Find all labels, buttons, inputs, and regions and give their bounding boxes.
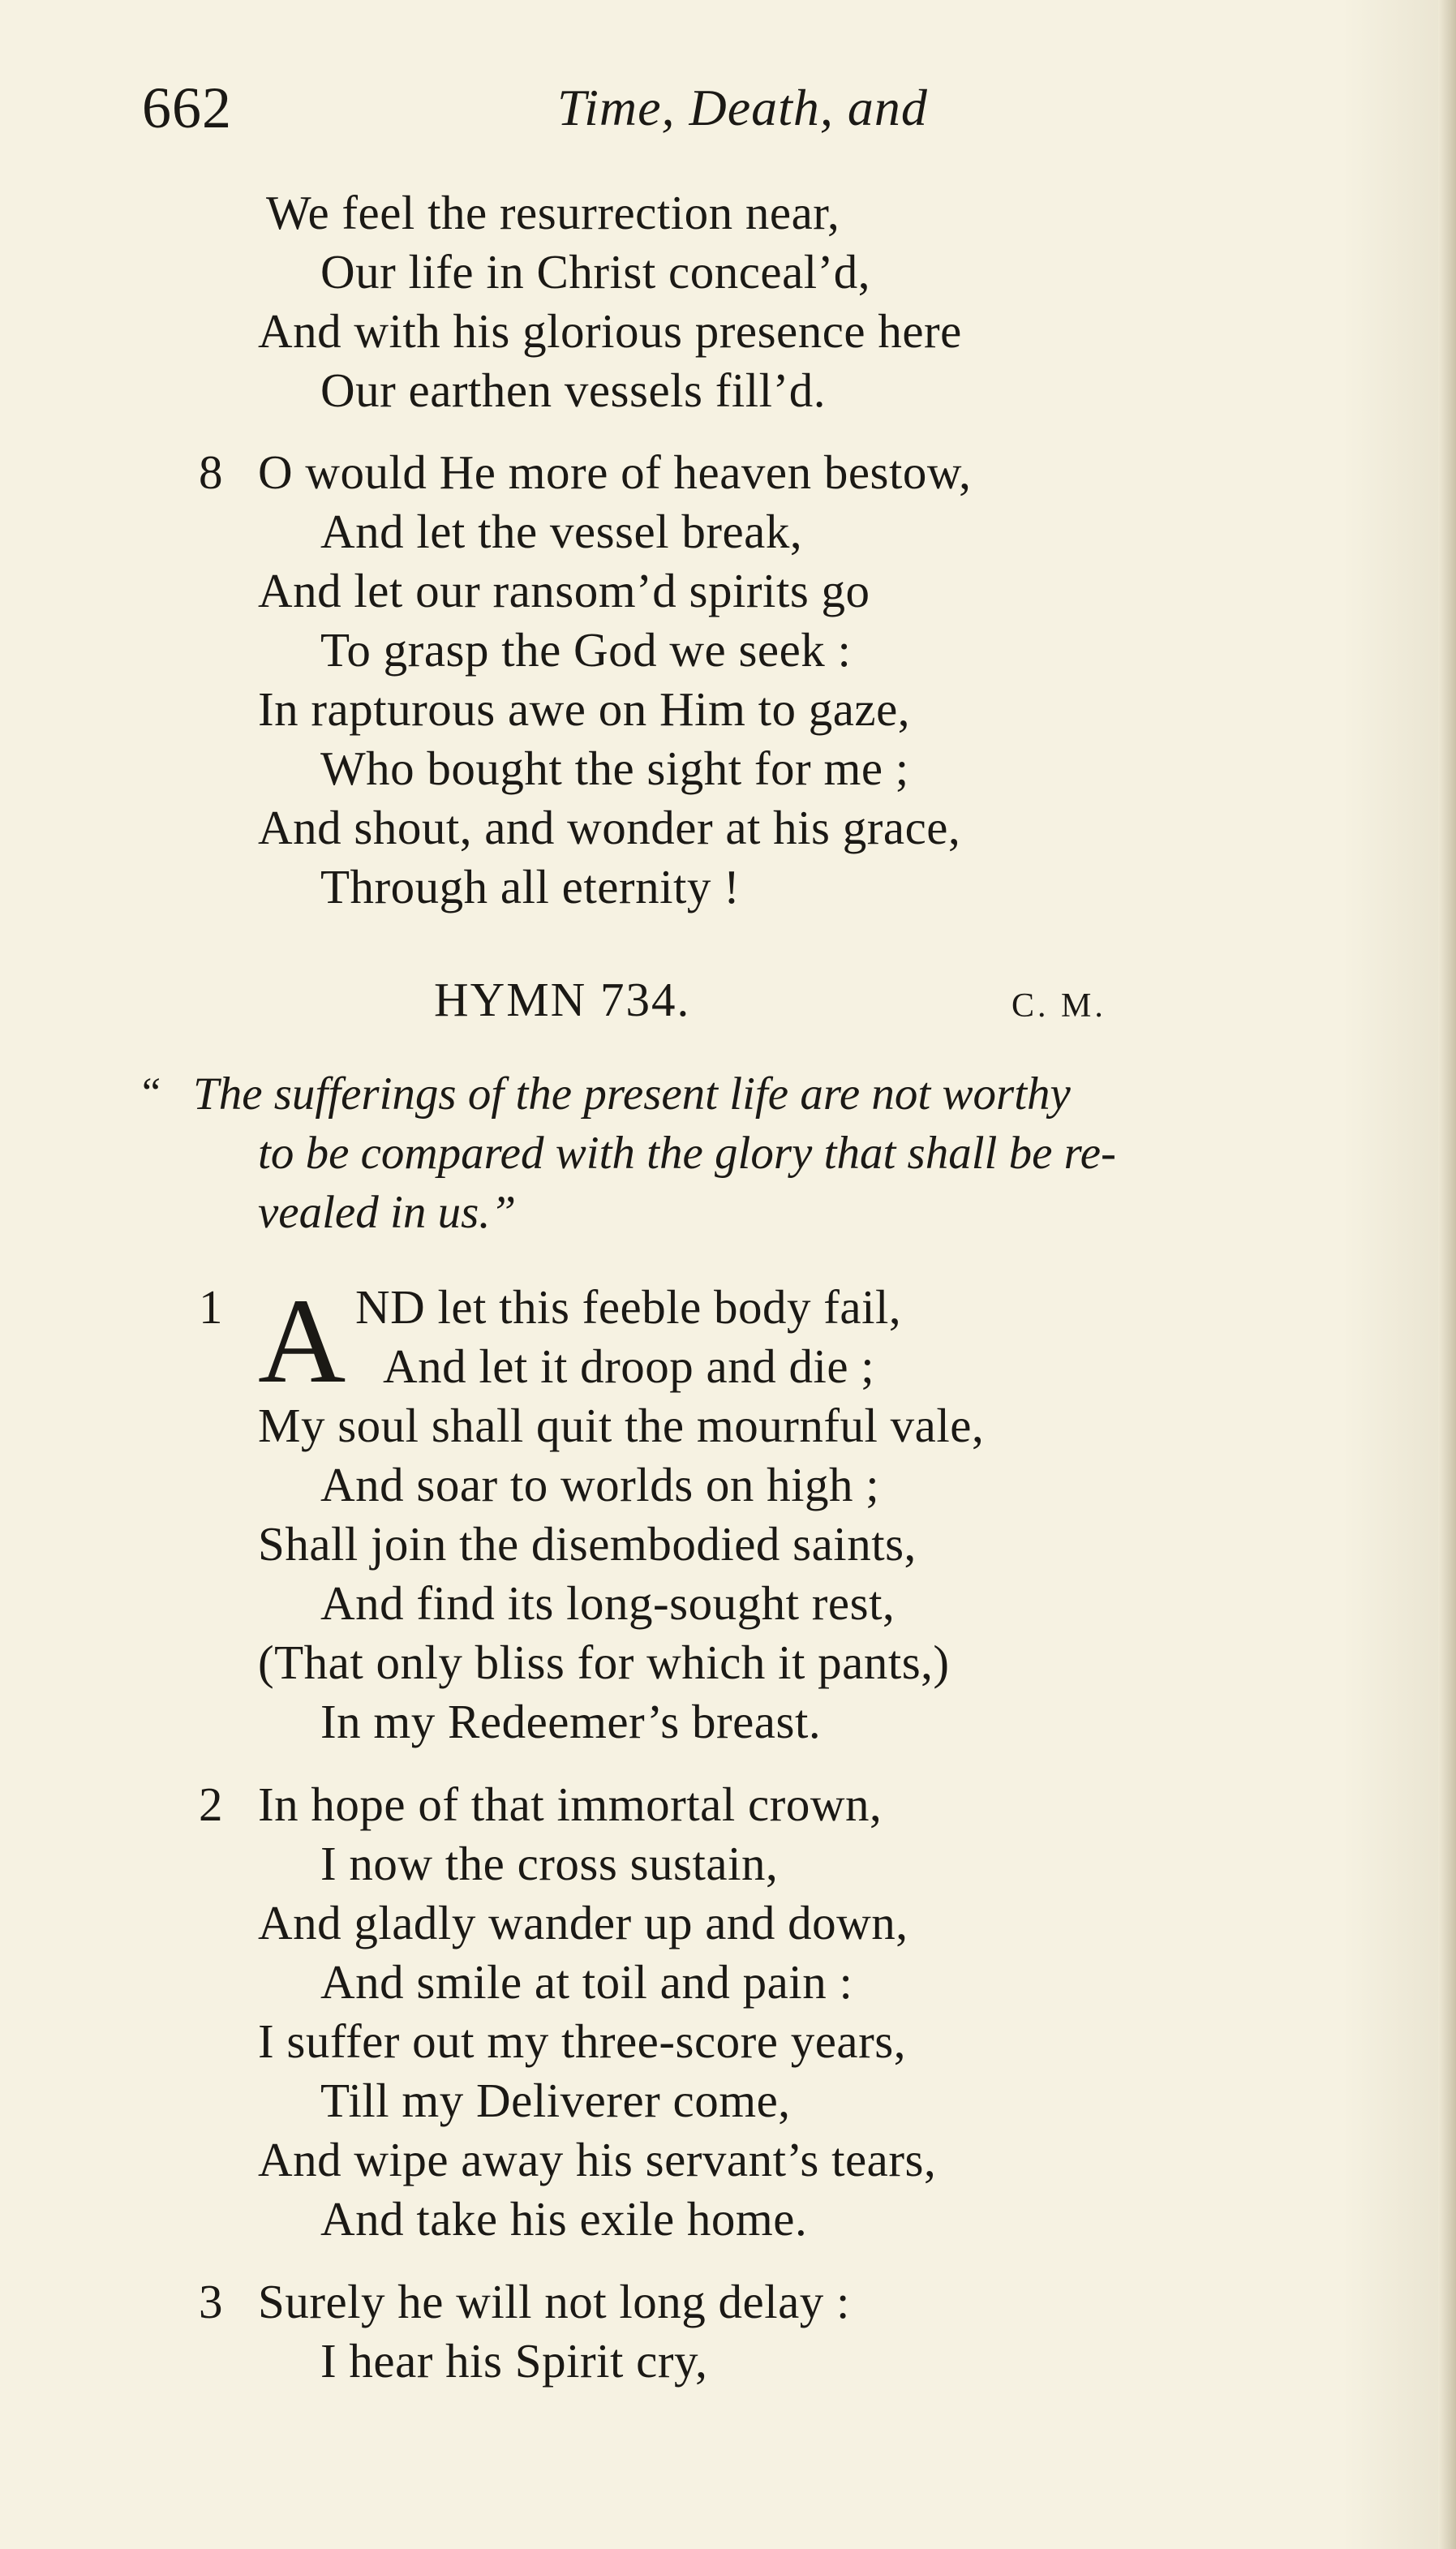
verse-line: My soul shall quit the mournful vale, bbox=[258, 1399, 985, 1452]
verse-line: And find its long-sought rest, bbox=[320, 1576, 896, 1630]
verse-line: And take his exile home. bbox=[320, 2192, 808, 2246]
hymn-title: HYMN 734. bbox=[434, 973, 691, 1026]
verse-line: Surely he will not long delay : bbox=[258, 2275, 850, 2328]
verse-line: And wipe away his servant’s tears, bbox=[258, 2133, 937, 2186]
verse-line: O would He more of heaven bestow, bbox=[258, 445, 972, 499]
verse-line: Our earthen vessels fill’d. bbox=[320, 363, 826, 417]
page-edge bbox=[1438, 0, 1456, 2549]
verse-line: And with his glorious presence here bbox=[258, 304, 962, 358]
verse-line: (That only bliss for which it pants,) bbox=[258, 1636, 950, 1689]
verse-line: Shall join the disembodied saints, bbox=[258, 1517, 917, 1571]
verse-line: To grasp the God we seek : bbox=[320, 623, 852, 677]
epigraph-line: The sufferings of the present life are not worthy bbox=[193, 1068, 1071, 1120]
verse-line: In my Redeemer’s breast. bbox=[320, 1695, 822, 1748]
verse-line: I now the cross sustain, bbox=[320, 1837, 779, 1890]
verse-line: And let it droop and die ; bbox=[383, 1339, 875, 1393]
stanza-number: 1 bbox=[199, 1280, 223, 1334]
verse-line: I suffer out my three-score years, bbox=[258, 2014, 906, 2068]
verse-line: Who bought the sight for me ; bbox=[320, 741, 909, 795]
page-header bbox=[142, 75, 1034, 148]
hymn-meter: C. M. bbox=[1011, 987, 1106, 1025]
facing-page-bleed bbox=[1341, 0, 1438, 2549]
verse-line: Our life in Christ conceal’d, bbox=[320, 245, 871, 299]
verse-line: In rapturous awe on Him to gaze, bbox=[258, 682, 911, 736]
stanza-number: 8 bbox=[199, 445, 223, 499]
epigraph-line: to be compared with the glory that shall be re- bbox=[258, 1128, 1117, 1179]
page-number: 662 bbox=[142, 75, 232, 140]
verse-line: We feel the resurrection near, bbox=[266, 186, 840, 239]
verse-line: And shout, and wonder at his grace, bbox=[258, 801, 961, 854]
verse-line: And let our ransom’d spirits go bbox=[258, 564, 870, 617]
verse-line: In hope of that immortal crown, bbox=[258, 1777, 883, 1831]
verse-line: Through all eternity ! bbox=[320, 860, 741, 913]
verse-line: I hear his Spirit cry, bbox=[320, 2334, 708, 2388]
verse-line: ND let this feeble body fail, bbox=[355, 1280, 902, 1334]
running-title: Time, Death, and bbox=[557, 79, 928, 136]
verse-line: And soar to worlds on high ; bbox=[320, 1458, 880, 1511]
epigraph-line: vealed in us.” bbox=[258, 1187, 517, 1238]
stanza-number: 3 bbox=[199, 2275, 223, 2328]
verse-line: And smile at toil and pain : bbox=[320, 1955, 853, 2009]
verse-line: Till my Deliverer come, bbox=[320, 2074, 791, 2127]
epigraph-open-quote: “ bbox=[142, 1070, 161, 1116]
verse-line: And let the vessel break, bbox=[320, 505, 803, 558]
drop-cap: A bbox=[258, 1274, 346, 1408]
verse-line: And gladly wander up and down, bbox=[258, 1896, 908, 1949]
stanza-number: 2 bbox=[199, 1777, 223, 1831]
